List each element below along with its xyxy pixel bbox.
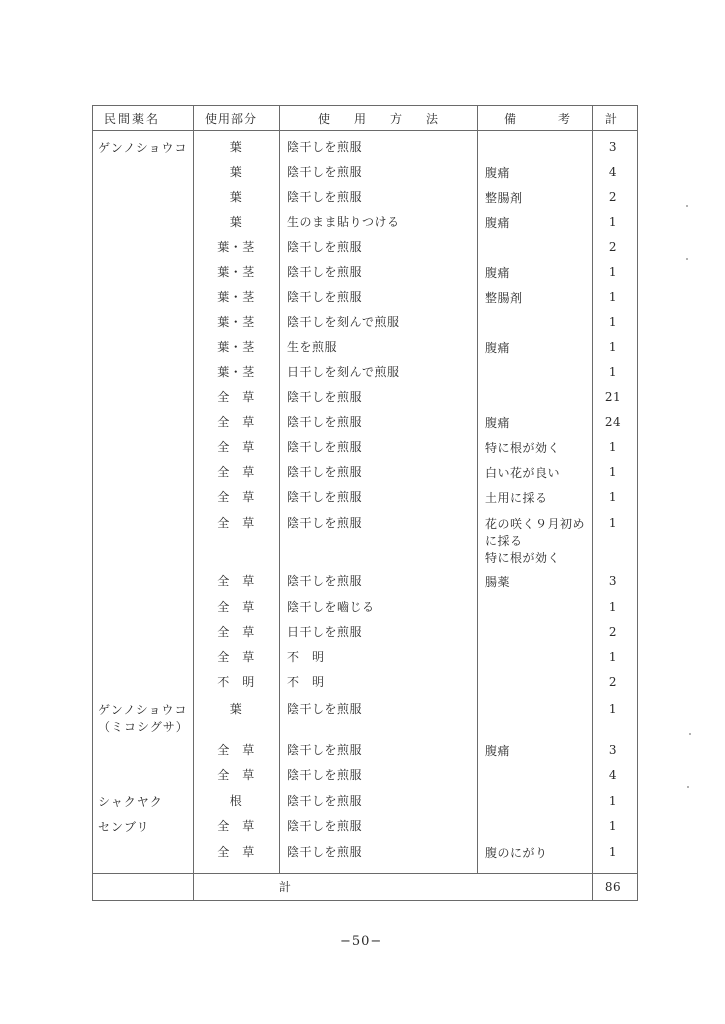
count: 4 (608, 768, 618, 782)
count: 1 (608, 340, 618, 354)
count: 1 (608, 702, 618, 716)
usage-method: 陰干しを煎服 (287, 743, 363, 757)
count: 3 (608, 140, 618, 154)
part-used: 全 草 (217, 845, 255, 859)
remark: 整腸剤 (485, 191, 523, 205)
count: 2 (608, 240, 618, 254)
count: 1 (608, 265, 618, 279)
count: 4 (608, 165, 618, 179)
part-used: 根 (229, 794, 243, 808)
drug-name: ゲンノショウコ （ミコシグサ） (98, 703, 189, 734)
part-used: 全 草 (217, 819, 255, 833)
part-used: 全 草 (217, 465, 255, 479)
header-note: 備 考 (504, 112, 577, 126)
usage-method: 生のまま貼りつける (287, 215, 400, 229)
part-used: 葉・茎 (217, 315, 255, 329)
part-used: 全 草 (217, 516, 255, 530)
remark: 白い花が良い (485, 466, 561, 480)
drug-name: シャクヤク (98, 795, 163, 809)
usage-method: 陰干しを煎服 (287, 516, 363, 530)
drug-name: センブリ (98, 820, 150, 834)
count: 1 (608, 516, 618, 530)
count: 1 (608, 650, 618, 664)
usage-method: 日干しを煎服 (287, 625, 363, 639)
part-used: 葉 (229, 190, 243, 204)
usage-method: 陰干しを煎服 (287, 390, 363, 404)
part-used: 全 草 (217, 768, 255, 782)
remark: 腹痛 (485, 266, 511, 280)
count: 2 (608, 675, 618, 689)
part-used: 葉・茎 (217, 240, 255, 254)
part-used: 全 草 (217, 743, 255, 757)
usage-method: 陰干しを煎服 (287, 465, 363, 479)
part-used: 葉 (229, 140, 243, 154)
count: 24 (604, 415, 622, 429)
count: 2 (608, 190, 618, 204)
count: 1 (608, 845, 618, 859)
count: 1 (608, 465, 618, 479)
usage-method: 陰干しを煎服 (287, 440, 363, 454)
part-used: 全 草 (217, 574, 255, 588)
part-used: 全 草 (217, 650, 255, 664)
part-used: 葉・茎 (217, 265, 255, 279)
count: 1 (608, 315, 618, 329)
remark: 腹痛 (485, 166, 511, 180)
usage-method: 陰干しを煎服 (287, 702, 363, 716)
count: 3 (608, 574, 618, 588)
column-divider (477, 105, 478, 873)
usage-method: 陰干しを煎服 (287, 290, 363, 304)
part-used: 全 草 (217, 600, 255, 614)
part-used: 全 草 (217, 625, 255, 639)
part-used: 葉 (229, 165, 243, 179)
part-used: 葉・茎 (217, 365, 255, 379)
part-used: 葉・茎 (217, 340, 255, 354)
scan-speck (689, 733, 691, 735)
count: 21 (604, 390, 622, 404)
usage-method: 陰干しを煎服 (287, 240, 363, 254)
usage-method: 陰干しを煎服 (287, 574, 363, 588)
remark: 腹のにがり (485, 846, 548, 860)
part-used: 不 明 (217, 675, 255, 689)
remark: 腹痛 (485, 341, 511, 355)
drug-name: ゲンノショウコ (98, 141, 188, 155)
count: 1 (608, 440, 618, 454)
header-part: 使用部分 (205, 112, 258, 126)
remark: 腹痛 (485, 416, 511, 430)
usage-method: 陰干しを煎服 (287, 819, 363, 833)
usage-method: 陰干しを煎服 (287, 845, 363, 859)
count: 1 (608, 819, 618, 833)
count: 1 (608, 215, 618, 229)
part-used: 全 草 (217, 440, 255, 454)
usage-method: 陰干しを嚙じる (287, 600, 375, 614)
usage-method: 陰干しを刻んで煎服 (287, 315, 400, 329)
part-used: 全 草 (217, 390, 255, 404)
header-count: 計 (605, 112, 618, 126)
part-used: 葉・茎 (217, 290, 255, 304)
usage-method: 陰干しを煎服 (287, 415, 363, 429)
part-used: 葉 (229, 215, 243, 229)
remark: 花の咲く９月初めに採る 特に根が効く (485, 517, 586, 565)
total-label: 計 (279, 880, 292, 894)
count: 1 (608, 290, 618, 304)
column-divider (279, 130, 280, 873)
header-name: 民間薬名 (104, 112, 161, 126)
header-method: 使 用 方 法 (318, 112, 445, 126)
part-used: 葉 (229, 702, 243, 716)
part-used: 全 草 (217, 415, 255, 429)
count: 1 (608, 365, 618, 379)
usage-method: 陰干しを煎服 (287, 794, 363, 808)
count: 3 (608, 743, 618, 757)
remark: 腹痛 (485, 216, 511, 230)
column-divider (279, 105, 280, 130)
usage-method: 陰干しを煎服 (287, 265, 363, 279)
count: 2 (608, 625, 618, 639)
column-divider (592, 105, 593, 901)
usage-method: 陰干しを煎服 (287, 190, 363, 204)
usage-method: 陰干しを煎服 (287, 165, 363, 179)
remark: 土用に採る (485, 491, 548, 505)
page-number: −50− (340, 934, 383, 949)
count: 1 (608, 490, 618, 504)
usage-method: 生を煎服 (287, 340, 338, 354)
count: 1 (608, 600, 618, 614)
remark: 腹痛 (485, 744, 511, 758)
scan-speck (686, 205, 688, 207)
count: 1 (608, 794, 618, 808)
part-used: 全 草 (217, 490, 255, 504)
usage-method: 陰干しを煎服 (287, 490, 363, 504)
total-count: 86 (604, 880, 622, 894)
usage-method: 不 明 (287, 675, 325, 689)
usage-method: 陰干しを煎服 (287, 768, 363, 782)
total-divider (92, 873, 638, 874)
usage-method: 不 明 (287, 650, 325, 664)
remark: 特に根が効く (485, 441, 561, 455)
scan-speck (687, 786, 689, 788)
remark: 腸薬 (485, 575, 511, 589)
usage-method: 陰干しを煎服 (287, 140, 363, 154)
header-divider (92, 130, 638, 131)
usage-method: 日干しを刻んで煎服 (287, 365, 400, 379)
scan-speck (686, 258, 688, 260)
remark: 整腸剤 (485, 291, 523, 305)
